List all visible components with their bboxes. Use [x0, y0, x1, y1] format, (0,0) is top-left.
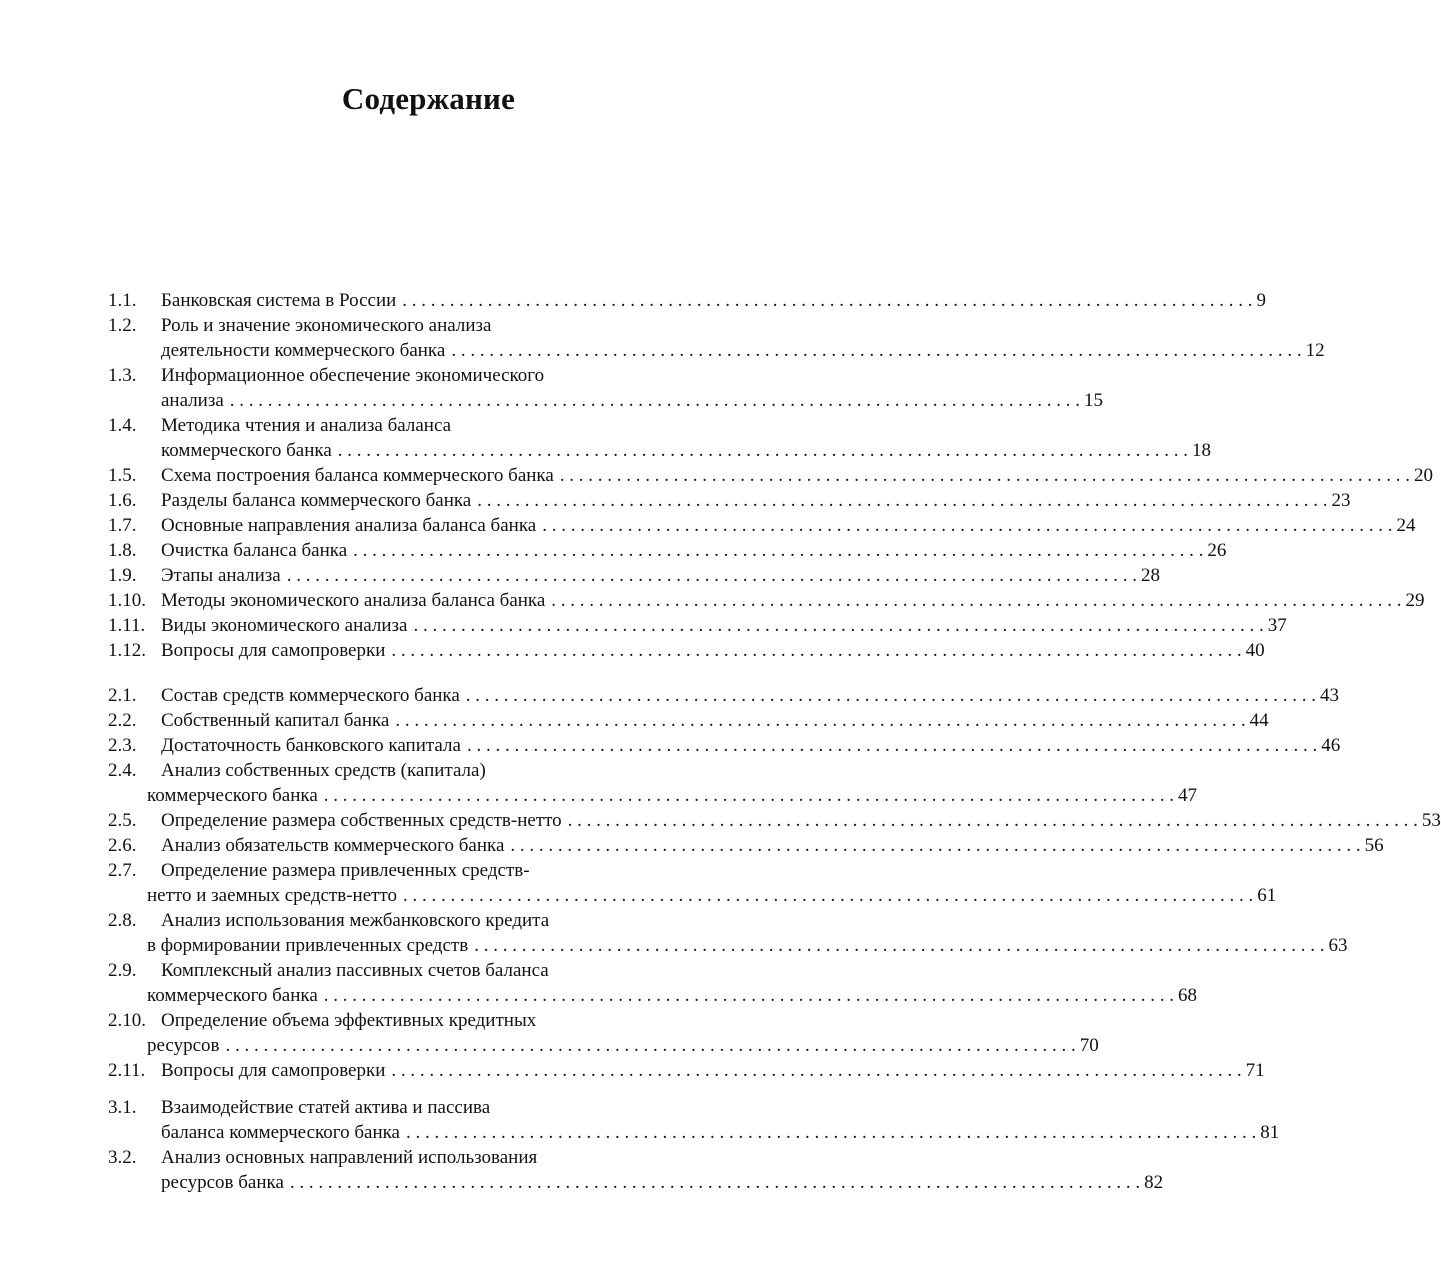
toc-entry-title: Вопросы для самопроверки	[161, 640, 386, 661]
toc-entry-number: 2.6.	[108, 835, 137, 856]
toc-entry-line	[161, 363, 1103, 388]
toc-entry-page-number: 70	[1079, 1035, 1099, 1056]
toc-entry-number: 1.5.	[108, 465, 137, 486]
toc-entry-title: Собственный капитал банка	[161, 710, 390, 731]
toc-entry[interactable]	[108, 1008, 1099, 1058]
toc-entry-title: Взаимодействие статей актива и пассива	[161, 1097, 491, 1118]
toc-entry-title: анализа	[161, 390, 224, 411]
toc-entry[interactable]	[108, 488, 1351, 513]
toc-entry[interactable]	[108, 708, 1269, 733]
toc-entry-title: Очистка баланса банка	[161, 540, 348, 561]
toc-entry-line	[147, 1033, 1099, 1058]
dot-leader	[403, 883, 1253, 908]
toc-entry-line	[161, 638, 1265, 663]
toc-entry-page-number: 12	[1305, 340, 1325, 361]
toc-entry-page-number: 26	[1207, 540, 1227, 561]
toc-entry-line	[161, 563, 1160, 588]
toc-entry-title: Схема построения баланса коммерческого банка	[161, 465, 554, 486]
toc-entry-line	[161, 488, 1351, 513]
dot-leader	[413, 613, 1263, 638]
toc-entry-title: Определение размера привлеченных средств-	[161, 860, 530, 881]
toc-entry-line	[161, 958, 1197, 983]
toc-entry-title: Анализ основных направлений использования	[161, 1147, 538, 1168]
toc-entry-title: баланса коммерческого банка	[161, 1122, 400, 1143]
toc-entry-title: Вопросы для самопроверки	[161, 1060, 386, 1081]
toc-entry-number: 1.10.	[108, 590, 146, 611]
toc-entry-page-number: 71	[1245, 1060, 1265, 1081]
toc-entry-page-number: 40	[1245, 640, 1265, 661]
toc-entry-title: Виды экономического анализа	[161, 615, 408, 636]
toc-entry[interactable]	[108, 1095, 1280, 1145]
toc-entry-page-number: 18	[1192, 440, 1212, 461]
toc-entry-line	[147, 883, 1276, 908]
toc-entry-page-number: 44	[1249, 710, 1269, 731]
toc-entry-line	[161, 733, 1340, 758]
toc-entry-number: 1.7.	[108, 515, 137, 536]
toc-entry-title: Методы экономического анализа баланса банка	[161, 590, 546, 611]
toc-entry[interactable]	[108, 758, 1198, 808]
dot-leader	[338, 438, 1188, 463]
toc-entry-line	[161, 683, 1339, 708]
toc-entry-title: деятельности коммерческого банка	[161, 340, 446, 361]
dot-leader	[406, 1120, 1256, 1145]
dot-leader	[391, 1058, 1241, 1083]
dot-leader	[324, 783, 1174, 808]
toc-entry-number: 1.9.	[108, 565, 137, 586]
toc-entry[interactable]	[108, 733, 1341, 758]
toc-entry-line	[161, 613, 1287, 638]
toc-entry-page-number: 46	[1321, 735, 1341, 756]
toc-entry-number: 2.7.	[108, 860, 137, 881]
toc-entry-page-number: 53	[1421, 810, 1441, 831]
toc-entry-title: коммерческого банка	[147, 985, 318, 1006]
toc-entry-number: 2.2.	[108, 710, 137, 731]
dot-leader	[324, 983, 1174, 1008]
toc-entry-title: Роль и значение экономического анализа	[161, 315, 492, 336]
toc-entry-number: 3.1.	[108, 1097, 137, 1118]
toc-entry-line	[161, 288, 1266, 313]
toc-entry-title: Банковская система в России	[161, 290, 397, 311]
toc-entry-title: Анализ использования межбанковского кредита	[161, 910, 550, 931]
toc-entry[interactable]	[108, 413, 1212, 463]
toc-entry-number: 1.4.	[108, 415, 137, 436]
toc-entry-page-number: 47	[1178, 785, 1198, 806]
toc-entry[interactable]	[108, 808, 1441, 833]
toc-entry-line	[161, 463, 1433, 488]
toc-entry-page-number: 29	[1405, 590, 1425, 611]
toc-entry-line	[161, 588, 1425, 613]
toc-entry[interactable]	[108, 683, 1340, 708]
toc-entry[interactable]	[108, 513, 1416, 538]
toc-entry-page-number: 56	[1364, 835, 1384, 856]
dot-leader	[560, 463, 1410, 488]
toc-entry-title: Основные направления анализа баланса банка	[161, 515, 537, 536]
toc-entry-page-number: 43	[1320, 685, 1340, 706]
toc-entry-line	[161, 858, 1276, 883]
toc-entry-number: 2.4.	[108, 760, 137, 781]
toc-entry-line	[161, 538, 1226, 563]
toc-entry-page-number: 68	[1178, 985, 1198, 1006]
toc-entry-number: 2.5.	[108, 810, 137, 831]
toc-entry-number: 3.2.	[108, 1147, 137, 1168]
toc-entry-title: Анализ обязательств коммерческого банка	[161, 835, 505, 856]
toc-entry-title: ресурсов банка	[161, 1172, 284, 1193]
dot-leader	[230, 388, 1080, 413]
toc-entry-page-number: 20	[1414, 465, 1434, 486]
dot-leader	[402, 288, 1252, 313]
toc-entry-title: Методика чтения и анализа баланса	[161, 415, 452, 436]
toc-entry-line	[161, 313, 1325, 338]
toc-entry-line	[161, 758, 1197, 783]
toc-entry-title: нетто и заемных средств-нетто	[147, 885, 397, 906]
toc-entry[interactable]	[108, 363, 1104, 413]
toc-entry[interactable]	[108, 638, 1265, 663]
toc-entry-number: 2.8.	[108, 910, 137, 931]
toc-entry[interactable]	[108, 538, 1227, 563]
toc-entry-number: 1.3.	[108, 365, 137, 386]
toc-entry-page-number: 81	[1260, 1122, 1280, 1143]
toc-entry[interactable]	[108, 563, 1160, 588]
toc-entry-title: коммерческого банка	[147, 785, 318, 806]
toc-entry-title: Разделы баланса коммерческого банка	[161, 490, 472, 511]
dot-leader	[226, 1033, 1076, 1058]
toc-entry-line	[161, 1170, 1163, 1195]
dot-leader	[542, 513, 1392, 538]
toc-entry-line	[161, 338, 1325, 363]
toc-entry-page-number: 9	[1256, 290, 1267, 311]
toc-entry[interactable]	[108, 1058, 1265, 1083]
toc-entry-line	[161, 388, 1103, 413]
toc-entry-page-number: 28	[1140, 565, 1160, 586]
toc-entry-number: 1.6.	[108, 490, 137, 511]
toc-entry-page-number: 15	[1084, 390, 1104, 411]
toc-entry-title: Определение объема эффективных кредитных	[161, 1010, 537, 1031]
toc-entry-title: коммерческого банка	[161, 440, 332, 461]
toc-entry-title: Определение размера собственных средств-нетто	[161, 810, 562, 831]
toc-entry-line	[161, 1008, 1099, 1033]
toc-entry-title: Комплексный анализ пассивных счетов баланса	[161, 960, 549, 981]
toc-entry-number: 1.1.	[108, 290, 137, 311]
toc-entry-page-number: 82	[1144, 1172, 1164, 1193]
dot-leader	[395, 708, 1245, 733]
toc-entry-number: 2.10.	[108, 1010, 146, 1031]
dot-leader	[474, 933, 1324, 958]
toc-entry[interactable]	[108, 833, 1384, 858]
toc-entry-line	[161, 1120, 1279, 1145]
dot-leader	[451, 338, 1301, 363]
toc-entry-title: Достаточность банковского капитала	[161, 735, 461, 756]
toc-entry-page-number: 24	[1396, 515, 1416, 536]
toc-entry-page-number: 63	[1328, 935, 1348, 956]
page-title: Содержание	[341, 80, 516, 116]
dot-leader	[466, 683, 1316, 708]
toc-entry[interactable]	[108, 1145, 1164, 1195]
toc-entry-line	[147, 933, 1347, 958]
dot-leader	[477, 488, 1327, 513]
toc-entry-line	[161, 413, 1211, 438]
dot-leader	[551, 588, 1401, 613]
dot-leader	[353, 538, 1203, 563]
toc-entry-line	[161, 438, 1211, 463]
toc-entry-title: Состав средств коммерческого банка	[161, 685, 460, 706]
toc-entry-number: 2.3.	[108, 735, 137, 756]
toc-entry-page-number: 61	[1257, 885, 1277, 906]
toc-entry[interactable]	[108, 588, 1425, 613]
dot-leader	[391, 638, 1241, 663]
table-of-contents	[108, 288, 1441, 1195]
dot-leader	[510, 833, 1360, 858]
toc-entry-line	[161, 808, 1441, 833]
toc-entry-line	[161, 1145, 1163, 1170]
toc-entry-line	[161, 708, 1269, 733]
dot-leader	[287, 563, 1137, 588]
toc-entry-line	[161, 513, 1415, 538]
toc-entry-line	[161, 908, 1347, 933]
toc-entry-number: 2.9.	[108, 960, 137, 981]
toc-entry[interactable]	[108, 613, 1287, 638]
toc-entry-title: ресурсов	[147, 1035, 220, 1056]
toc-entry[interactable]	[108, 958, 1198, 1008]
dot-leader	[467, 733, 1317, 758]
dot-leader	[290, 1170, 1140, 1195]
toc-entry-title: в формировании привлеченных средств	[147, 935, 469, 956]
toc-entry[interactable]	[108, 313, 1325, 363]
toc-entry[interactable]	[108, 288, 1267, 313]
toc-entry-number: 1.8.	[108, 540, 137, 561]
toc-entry-line	[147, 983, 1197, 1008]
toc-entry-page-number: 23	[1331, 490, 1351, 511]
toc-entry-line	[161, 1058, 1265, 1083]
toc-entry-title: Анализ собственных средств (капитала)	[161, 760, 486, 781]
toc-entry-line	[161, 1095, 1279, 1120]
toc-entry-number: 1.12.	[108, 640, 146, 661]
toc-entry-number: 2.1.	[108, 685, 137, 706]
toc-entry-page-number: 37	[1267, 615, 1287, 636]
dot-leader	[568, 808, 1418, 833]
toc-entry[interactable]	[108, 858, 1277, 908]
toc-entry-number: 1.2.	[108, 315, 137, 336]
toc-entry-title: Информационное обеспечение экономического	[161, 365, 545, 386]
toc-entry-line	[147, 783, 1197, 808]
toc-entry-number: 2.11.	[108, 1060, 146, 1081]
toc-entry[interactable]	[108, 908, 1348, 958]
toc-entry-title: Этапы анализа	[161, 565, 281, 586]
toc-entry-line	[161, 833, 1384, 858]
toc-entry[interactable]	[108, 463, 1434, 488]
toc-entry-number: 1.11.	[108, 615, 146, 636]
